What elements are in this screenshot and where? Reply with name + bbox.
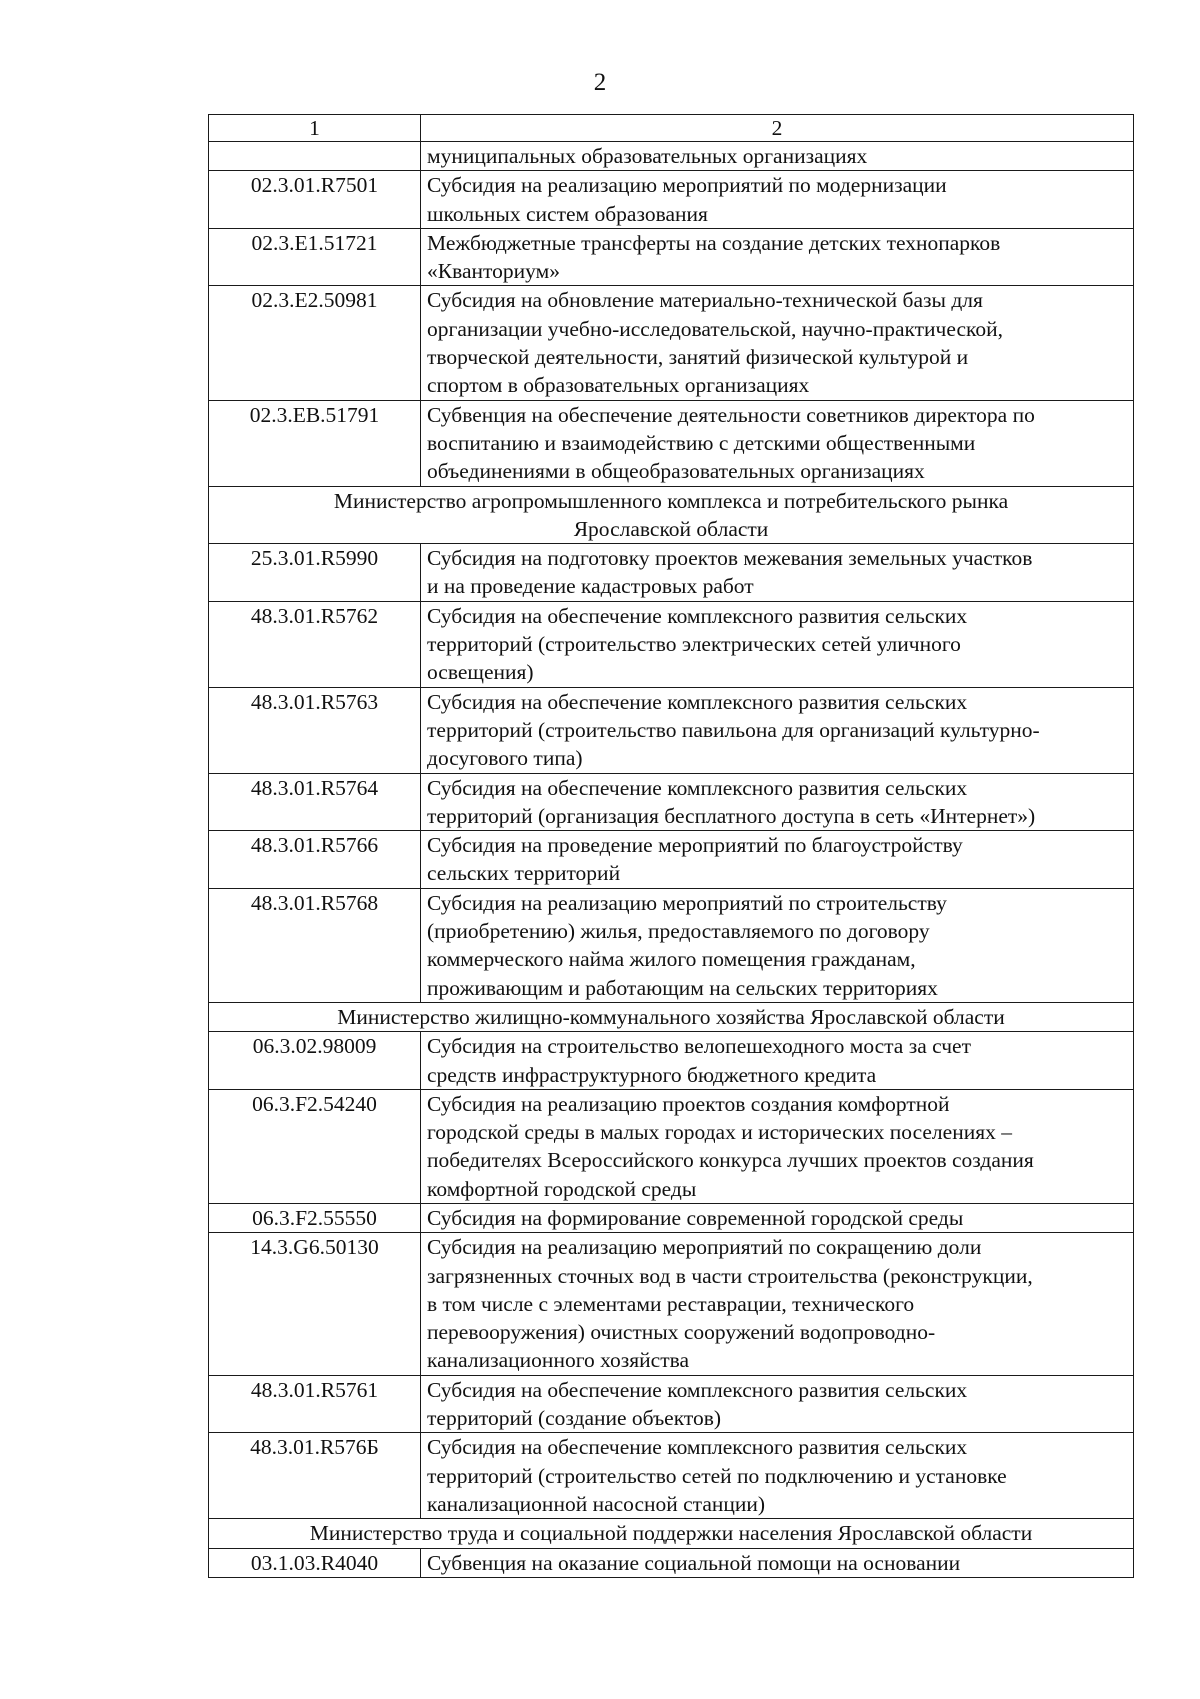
section-header-row <box>209 1519 1134 1548</box>
budget-code-cell: 02.3.01.R7501 <box>209 171 421 229</box>
table-row <box>209 142 1134 171</box>
description-cell: Субсидия на обеспечение комплексного развития сельских территорий (строительство павильона для организаций культурно- досугового типа) <box>421 687 1134 773</box>
section-title: Министерство труда и социальной поддержки населения Ярославской области <box>209 1519 1134 1548</box>
table-row <box>209 286 1134 400</box>
table-row <box>209 831 1134 889</box>
budget-code-cell: 06.3.F2.55550 <box>209 1203 421 1232</box>
budget-code-cell: 02.3.E1.51721 <box>209 228 421 286</box>
description-cell: Межбюджетные трансферты на создание детских технопарков «Кванториум» <box>421 228 1134 286</box>
budget-code-cell: 48.3.01.R5762 <box>209 601 421 687</box>
section-title: Министерство жилищно-коммунального хозяйства Ярославской области <box>209 1002 1134 1031</box>
table-row <box>209 687 1134 773</box>
section-header-row <box>209 1002 1134 1031</box>
budget-code-cell: 02.3.EB.51791 <box>209 400 421 486</box>
description-cell: муниципальных образовательных организациях <box>421 142 1134 171</box>
description-cell: Субсидия на реализацию мероприятий по сокращению доли загрязненных сточных вод в части строительства (реконструкции, в том числе с элементами реставрации, технического перевооружения) очистных сооружений водопроводно- канализационного хозяйства <box>421 1233 1134 1375</box>
description-cell: Субсидия на проведение мероприятий по благоустройству сельских территорий <box>421 831 1134 889</box>
description-cell: Субсидия на строительство велопешеходного моста за счет средств инфраструктурного бюджетного кредита <box>421 1032 1134 1090</box>
table-header-row <box>209 115 1134 142</box>
column-header-2: 2 <box>421 115 1134 142</box>
table-row <box>209 773 1134 831</box>
table-row <box>209 544 1134 602</box>
table-row <box>209 1089 1134 1203</box>
table-row <box>209 1548 1134 1577</box>
description-cell: Субсидия на реализацию мероприятий по строительству (приобретению) жилья, предоставляемого по договору коммерческого найма жилого помещения гражданам, проживающим и работающим на сельских территориях <box>421 888 1134 1002</box>
budget-code-cell: 48.3.01.R5763 <box>209 687 421 773</box>
table-row <box>209 888 1134 1002</box>
description-cell: Субвенция на обеспечение деятельности советников директора по воспитанию и взаимодействию с детскими общественными объединениями в общеобразовательных организациях <box>421 400 1134 486</box>
budget-code-cell: 06.3.F2.54240 <box>209 1089 421 1203</box>
description-cell: Субсидия на формирование современной городской среды <box>421 1203 1134 1232</box>
table-row <box>209 400 1134 486</box>
table-row <box>209 228 1134 286</box>
table-row <box>209 171 1134 229</box>
table-row <box>209 1433 1134 1519</box>
description-cell: Субсидия на обеспечение комплексного развития сельских территорий (строительство сетей по подключению и установке канализационной насосной станции) <box>421 1433 1134 1519</box>
budget-code-cell: 03.1.03.R4040 <box>209 1548 421 1577</box>
column-header-1: 1 <box>209 115 421 142</box>
section-header-row <box>209 486 1134 544</box>
table-row <box>209 1233 1134 1375</box>
budget-code-cell: 48.3.01.R5766 <box>209 831 421 889</box>
budget-code-cell: 48.3.01.R5768 <box>209 888 421 1002</box>
table-row <box>209 1203 1134 1232</box>
budget-code-cell: 06.3.02.98009 <box>209 1032 421 1090</box>
table-row <box>209 1375 1134 1433</box>
description-cell: Субсидия на обеспечение комплексного развития сельских территорий (организация бесплатного доступа в сеть «Интернет») <box>421 773 1134 831</box>
description-cell: Субсидия на обновление материально-технической базы для организации учебно-исследовательской, научно-практической, творческой деятельности, занятий физической культурой и спортом в образовательных организациях <box>421 286 1134 400</box>
description-cell: Субвенция на оказание социальной помощи на основании <box>421 1548 1134 1577</box>
table-row <box>209 601 1134 687</box>
section-title: Министерство агропромышленного комплекса и потребительского рынка Ярославской области <box>209 486 1134 544</box>
description-cell: Субсидия на обеспечение комплексного развития сельских территорий (создание объектов) <box>421 1375 1134 1433</box>
description-cell: Субсидия на подготовку проектов межевания земельных участков и на проведение кадастровых работ <box>421 544 1134 602</box>
description-cell: Субсидия на реализацию мероприятий по модернизации школьных систем образования <box>421 171 1134 229</box>
budget-code-cell: 25.3.01.R5990 <box>209 544 421 602</box>
table-row <box>209 1032 1134 1090</box>
budget-code-cell: 14.3.G6.50130 <box>209 1233 421 1375</box>
budget-codes-table <box>208 114 1134 1578</box>
budget-code-cell <box>209 142 421 171</box>
description-cell: Субсидия на реализацию проектов создания комфортной городской среды в малых городах и исторических поселениях – победителях Всероссийского конкурса лучших проектов создания комфортной городской среды <box>421 1089 1134 1203</box>
budget-code-cell: 02.3.E2.50981 <box>209 286 421 400</box>
page-number: 2 <box>593 69 607 96</box>
budget-code-cell: 48.3.01.R5761 <box>209 1375 421 1433</box>
description-cell: Субсидия на обеспечение комплексного развития сельских территорий (строительство электрических сетей уличного освещения) <box>421 601 1134 687</box>
budget-code-cell: 48.3.01.R5764 <box>209 773 421 831</box>
table-body <box>209 115 1134 1578</box>
budget-code-cell: 48.3.01.R576Б <box>209 1433 421 1519</box>
